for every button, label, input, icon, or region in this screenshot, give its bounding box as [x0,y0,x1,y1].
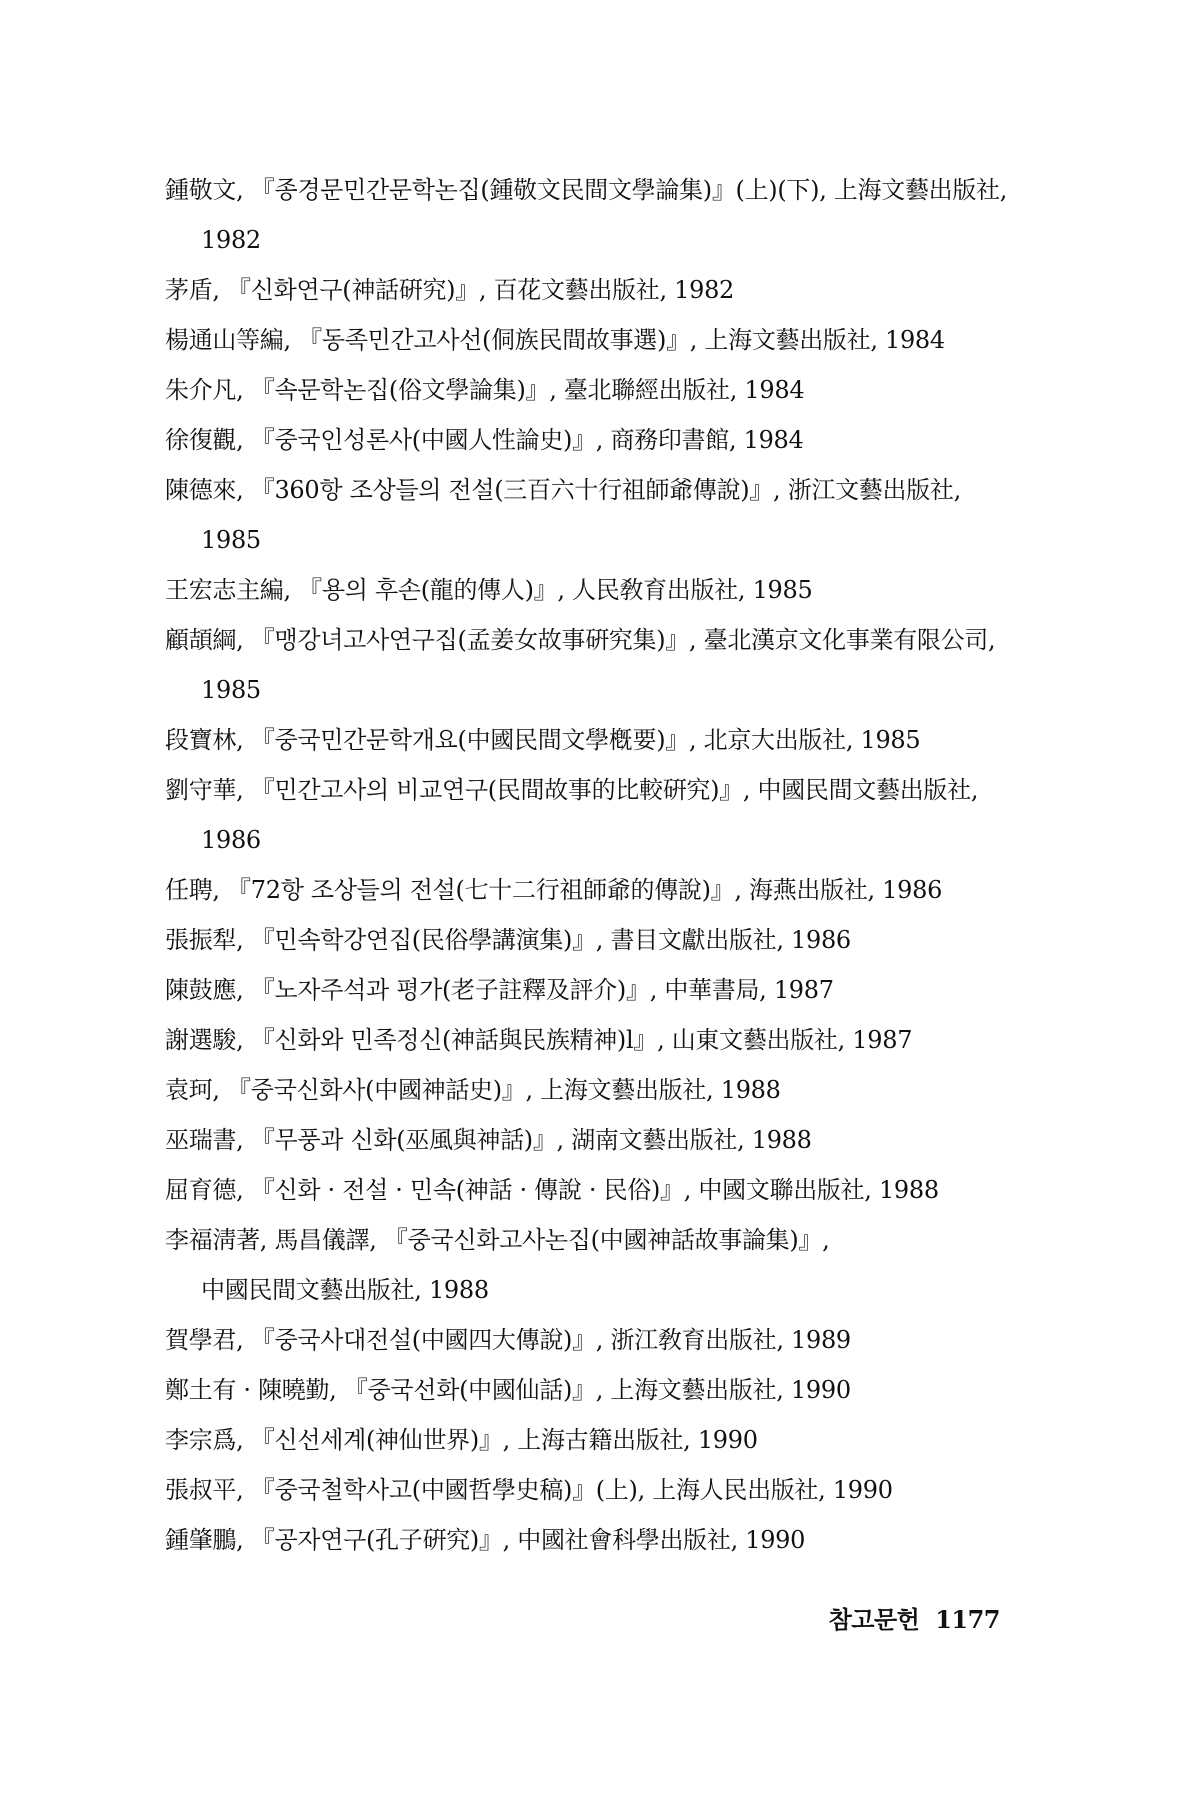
reference-entry: 陳鼓應, 『노자주석과 평가(老子註釋及評介)』, 中華書局, 1987 [165,976,834,1004]
reference-entry: 李宗爲, 『신선세계(神仙世界)』, 上海古籍出版社, 1990 [165,1426,758,1454]
reference-entry: 王宏志主編, 『용의 후손(龍的傳人)』, 人民敎育出版社, 1985 [165,576,813,604]
reference-entry: 徐復觀, 『중국인성론사(中國人性論史)』, 商務印書館, 1984 [165,426,804,454]
reference-entry: 賀學君, 『중국사대전설(中國四大傳說)』, 浙江敎育出版社, 1989 [165,1326,851,1354]
footer-section-title: 참고문헌 [828,1605,920,1634]
reference-entry: 袁珂, 『중국신화사(中國神話史)』, 上海文藝出版社, 1988 [165,1076,781,1104]
reference-entry: 茅盾, 『신화연구(神話硏究)』, 百花文藝出版社, 1982 [165,276,735,304]
reference-entry: 楊通山等編, 『동족민간고사선(侗族民間故事選)』, 上海文藝出版社, 1984 [165,326,945,354]
reference-entry: 顧頡綱, 『맹강녀고사연구집(孟姜女故事硏究集)』, 臺北漢京文化事業有限公司, 1985 [165,626,996,704]
reference-entry: 鄭土有 · 陳曉勤, 『중국선화(中國仙話)』, 上海文藝出版社, 1990 [165,1376,851,1404]
reference-entry: 任聘, 『72항 조상들의 전설(七十二行祖師爺的傳說)』, 海燕出版社, 1986 [165,876,943,904]
reference-entry: 屈育德, 『신화 · 전설 · 민속(神話 · 傳說 · 民俗)』, 中國文聯出版社, 1988 [165,1176,939,1204]
reference-entry: 張振犁, 『민속학강연집(民俗學講演集)』, 書目文獻出版社, 1986 [165,926,851,954]
reference-entry: 張叔平, 『중국철학사고(中國哲學史稿)』(上), 上海人民出版社, 1990 [165,1476,893,1504]
reference-list [165,165,1025,1565]
reference-entry: 謝選駿, 『신화와 민족정신(神話與民族精神)l』, 山東文藝出版社, 1987 [165,1026,913,1054]
reference-entry: 鍾敬文, 『종경문민간문학논집(鍾敬文民間文學論集)』(上)(下), 上海文藝出版社, 1982 [165,176,1008,254]
reference-entry: 劉守華, 『민간고사의 비교연구(民間故事的比較硏究)』, 中國民間文藝出版社, 1986 [165,776,979,854]
reference-entry: 鍾肇鵬, 『공자연구(孔子硏究)』, 中國社會科學出版社, 1990 [165,1526,806,1554]
reference-entry: 朱介凡, 『속문학논집(俗文學論集)』, 臺北聯經出版社, 1984 [165,376,805,404]
page-number: 1177 [935,1605,1000,1634]
reference-entry: 陳德來, 『360항 조상들의 전설(三百六十行祖師爺傳說)』, 浙江文藝出版社, 1985 [165,476,961,554]
reference-entry: 巫瑞書, 『무풍과 신화(巫風與神話)』, 湖南文藝出版社, 1988 [165,1126,812,1154]
reference-entry: 李福淸著, 馬昌儀譯, 『중국신화고사논집(中國神話故事論集)』, 中國民間文藝出版社, 1988 [165,1226,830,1304]
reference-entry: 段寶林, 『중국민간문학개요(中國民間文學槪要)』, 北京大出版社, 1985 [165,726,921,754]
page-footer [829,1600,1000,1635]
